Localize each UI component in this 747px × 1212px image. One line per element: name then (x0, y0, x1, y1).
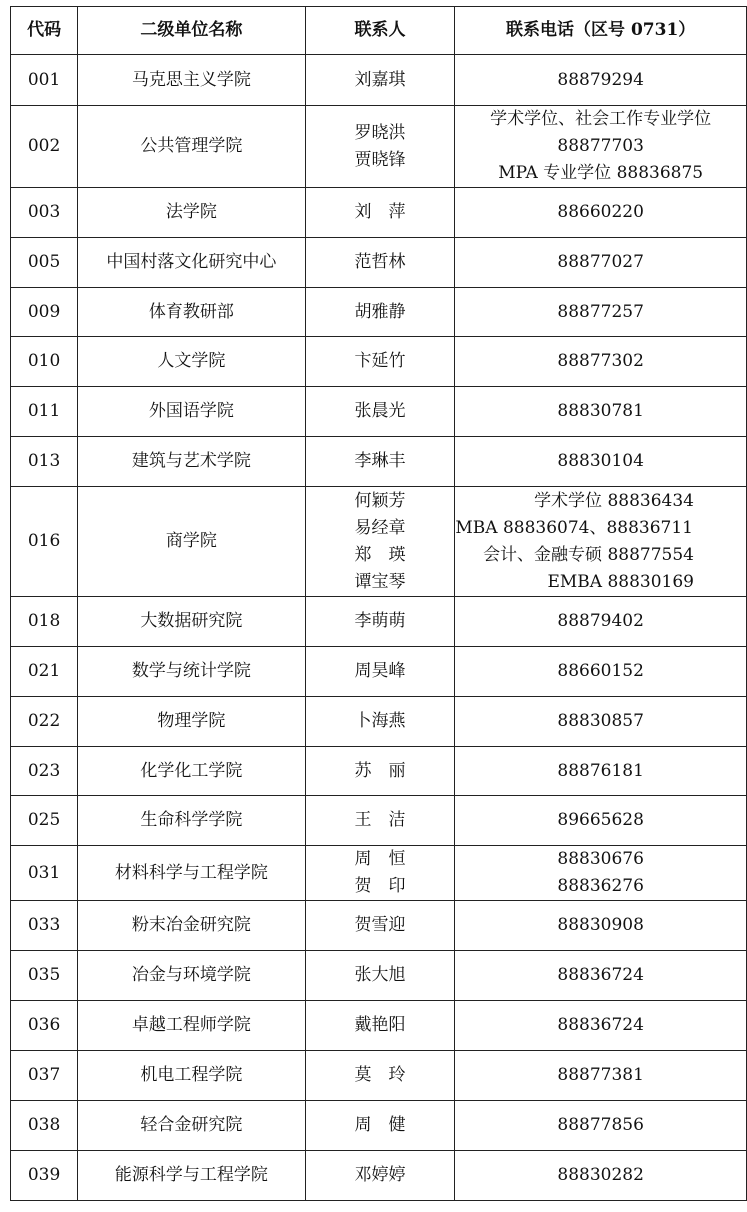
table-row (11, 487, 747, 597)
contact-name: 胡雅静 (354, 301, 406, 322)
contact-name: 贺雪迎 (354, 915, 406, 935)
cell-unit: 公共管理学院 (78, 106, 306, 188)
contact-name: 范哲林 (354, 252, 406, 272)
cell-contact (305, 106, 455, 188)
cell-code: 016 (11, 487, 78, 597)
table-row (11, 288, 747, 337)
cell-phone (455, 387, 747, 437)
cell-phone (455, 747, 747, 796)
cell-code: 018 (11, 597, 78, 647)
phone-line: 88877856 (557, 1115, 644, 1135)
cell-phone (455, 1101, 747, 1151)
table-row (11, 55, 747, 106)
phone-line: 88836724 (557, 1015, 644, 1035)
cell-code: 039 (11, 1151, 78, 1201)
cell-contact (305, 846, 455, 901)
cell-contact (305, 1051, 455, 1101)
cell-code: 010 (11, 337, 78, 387)
contact-name: 张大旭 (354, 965, 406, 985)
contact-name: 周 恒 (354, 849, 406, 869)
phone-line: 88879402 (557, 611, 644, 631)
cell-phone (455, 337, 747, 387)
table-row (11, 697, 747, 747)
phone-line: 88877027 (557, 252, 644, 272)
cell-unit: 马克思主义学院 (78, 55, 306, 106)
phone-line: 88830104 (557, 451, 644, 471)
cell-unit: 中国村落文化研究中心 (78, 238, 306, 288)
cell-unit: 数学与统计学院 (78, 647, 306, 697)
contact-name: 李萌萌 (354, 611, 406, 631)
cell-code: 035 (11, 951, 78, 1001)
contact-name: 谭宝琴 (354, 571, 406, 592)
cell-phone (455, 597, 747, 647)
cell-unit: 物理学院 (78, 697, 306, 747)
contact-name: 郑 瑛 (354, 544, 406, 565)
cell-code: 005 (11, 238, 78, 288)
table-row (11, 337, 747, 387)
table-row (11, 901, 747, 951)
table-row (11, 1051, 747, 1101)
header-phone: 联系电话（区号 0731） (455, 7, 747, 55)
cell-unit: 建筑与艺术学院 (78, 437, 306, 487)
phone-line: 88830908 (557, 915, 644, 935)
cell-contact (305, 55, 455, 106)
cell-phone (455, 796, 747, 846)
cell-code: 003 (11, 188, 78, 238)
cell-contact (305, 796, 455, 846)
table-row (11, 1101, 747, 1151)
cell-phone (455, 1001, 747, 1051)
contact-name: 贾晓锋 (354, 149, 406, 170)
contact-name: 苏 丽 (354, 760, 406, 781)
phone-line: 88877703 (557, 136, 644, 156)
cell-phone (455, 288, 747, 337)
cell-contact (305, 337, 455, 387)
cell-contact (305, 951, 455, 1001)
cell-phone (455, 437, 747, 487)
cell-code: 002 (11, 106, 78, 188)
cell-code: 009 (11, 288, 78, 337)
phone-line: 88660152 (557, 661, 644, 681)
contact-name: 周 健 (354, 1115, 406, 1135)
cell-contact (305, 901, 455, 951)
cell-phone (455, 697, 747, 747)
contact-name: 周昊峰 (354, 661, 406, 681)
cell-unit: 能源科学与工程学院 (78, 1151, 306, 1201)
phone-line: 88830857 (557, 711, 644, 731)
contact-name: 戴艳阳 (354, 1015, 406, 1035)
cell-contact (305, 288, 455, 337)
table-row (11, 846, 747, 901)
cell-contact (305, 697, 455, 747)
phone-line: 88877257 (557, 301, 644, 322)
phone-line: 会计、金融专硕 88877554 (483, 544, 694, 565)
cell-phone (455, 647, 747, 697)
cell-code: 025 (11, 796, 78, 846)
cell-contact (305, 1001, 455, 1051)
table-row (11, 106, 747, 188)
table-row (11, 597, 747, 647)
cell-phone (455, 55, 747, 106)
cell-contact (305, 188, 455, 238)
phone-line: 88836724 (557, 965, 644, 985)
contact-name: 何颖芳 (354, 490, 406, 511)
cell-unit: 粉末冶金研究院 (78, 901, 306, 951)
cell-phone (455, 951, 747, 1001)
phone-line: 学术学位 88836434 (534, 490, 694, 511)
cell-unit: 商学院 (78, 487, 306, 597)
cell-contact (305, 1101, 455, 1151)
phone-line: 89665628 (557, 810, 644, 830)
cell-contact (305, 647, 455, 697)
cell-code: 033 (11, 901, 78, 951)
cell-unit: 材料科学与工程学院 (78, 846, 306, 901)
phone-line: 88879294 (557, 69, 644, 90)
contact-name: 卜海燕 (354, 711, 406, 731)
phone-line: 88830676 (557, 849, 644, 869)
contact-name: 卞延竹 (354, 351, 406, 371)
contact-name: 罗晓洪 (354, 122, 406, 143)
cell-phone (455, 1151, 747, 1201)
contact-name: 张晨光 (354, 401, 406, 421)
table-row (11, 238, 747, 288)
phone-line: MPA 专业学位 88836875 (498, 163, 704, 183)
cell-phone (455, 106, 747, 188)
contact-table (10, 6, 747, 1201)
phone-line: 88877302 (557, 351, 644, 371)
cell-unit: 法学院 (78, 188, 306, 238)
table-row (11, 1151, 747, 1201)
table-row (11, 437, 747, 487)
cell-unit: 人文学院 (78, 337, 306, 387)
cell-phone (455, 1051, 747, 1101)
phone-line: 88660220 (557, 202, 644, 222)
cell-unit: 生命科学学院 (78, 796, 306, 846)
cell-code: 038 (11, 1101, 78, 1151)
cell-contact (305, 387, 455, 437)
cell-phone (455, 238, 747, 288)
contact-name: 莫 玲 (354, 1065, 406, 1085)
cell-contact (305, 238, 455, 288)
phone-line: EMBA 88830169 (547, 571, 694, 592)
cell-contact (305, 487, 455, 597)
table-row (11, 647, 747, 697)
phone-line: MBA 88836074、88836711 (455, 517, 693, 538)
table-row (11, 747, 747, 796)
contact-name: 李琳丰 (354, 451, 406, 471)
cell-unit: 机电工程学院 (78, 1051, 306, 1101)
table-body (11, 55, 747, 1201)
phone-line: 88836276 (557, 876, 644, 896)
header-contact: 联系人 (305, 7, 455, 55)
cell-unit: 化学化工学院 (78, 747, 306, 796)
cell-code: 021 (11, 647, 78, 697)
cell-unit: 冶金与环境学院 (78, 951, 306, 1001)
cell-phone (455, 901, 747, 951)
cell-unit: 外国语学院 (78, 387, 306, 437)
phone-line: 88830781 (557, 401, 644, 421)
header-code: 代码 (11, 7, 78, 55)
contact-name: 易经章 (354, 517, 406, 538)
cell-contact (305, 597, 455, 647)
header-row (11, 7, 747, 55)
cell-unit: 卓越工程师学院 (78, 1001, 306, 1051)
table-row (11, 1001, 747, 1051)
header-unit: 二级单位名称 (78, 7, 306, 55)
cell-code: 037 (11, 1051, 78, 1101)
cell-code: 031 (11, 846, 78, 901)
table-row (11, 188, 747, 238)
contact-name: 贺 印 (354, 876, 406, 896)
phone-line: 88830282 (557, 1165, 644, 1185)
phone-line: 88876181 (557, 760, 644, 781)
cell-phone (455, 846, 747, 901)
table-row (11, 951, 747, 1001)
cell-contact (305, 437, 455, 487)
cell-code: 013 (11, 437, 78, 487)
cell-code: 023 (11, 747, 78, 796)
cell-code: 022 (11, 697, 78, 747)
cell-unit: 体育教研部 (78, 288, 306, 337)
cell-unit: 轻合金研究院 (78, 1101, 306, 1151)
phone-line: 学术学位、社会工作专业学位 (490, 109, 712, 129)
phone-line: 88877381 (557, 1065, 644, 1085)
contact-name: 刘嘉琪 (354, 69, 406, 90)
cell-code: 001 (11, 55, 78, 106)
contact-name: 邓婷婷 (354, 1165, 406, 1185)
cell-code: 011 (11, 387, 78, 437)
cell-unit: 大数据研究院 (78, 597, 306, 647)
cell-phone (455, 487, 747, 597)
cell-contact (305, 1151, 455, 1201)
table-row (11, 796, 747, 846)
table-row (11, 387, 747, 437)
cell-contact (305, 747, 455, 796)
contact-name: 王 洁 (354, 810, 406, 830)
contact-name: 刘 萍 (354, 202, 406, 222)
cell-phone (455, 188, 747, 238)
cell-code: 036 (11, 1001, 78, 1051)
